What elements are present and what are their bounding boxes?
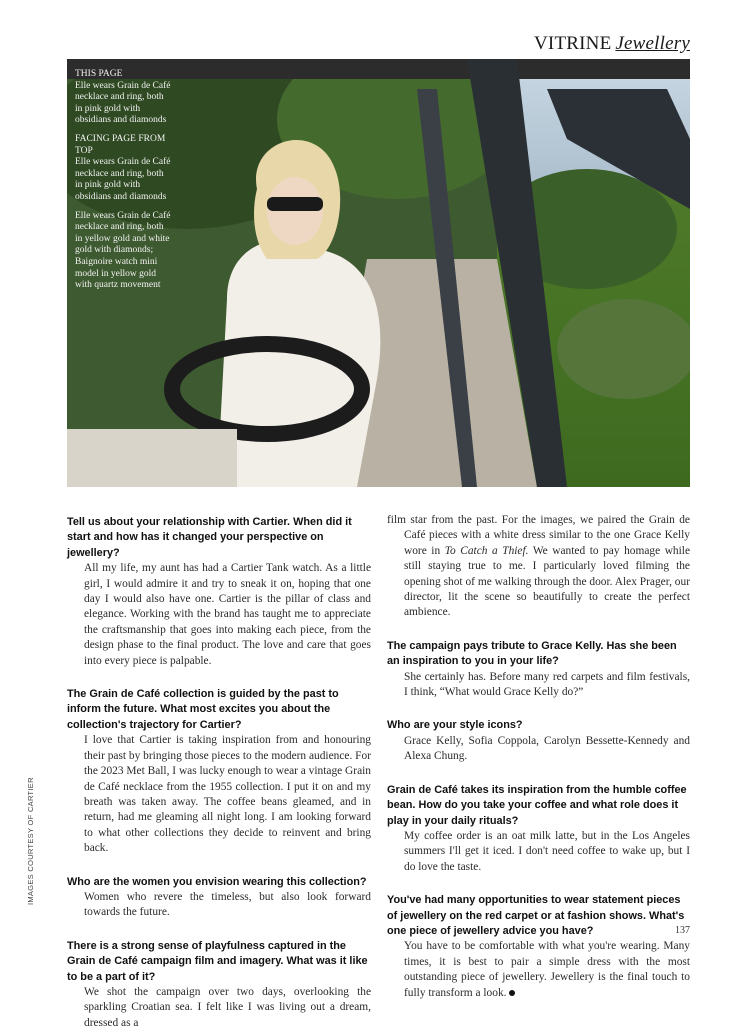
question: Tell us about your relationship with Cartier. When did it start and how has it changed your perspective on jewellery? (67, 516, 352, 559)
answer: Grace Kelly, Sofia Coppola, Carolyn Bessette-Kennedy and Alexa Chung. (404, 734, 690, 763)
question: The campaign pays tribute to Grace Kelly. Has she been an inspiration to you in your life? (387, 639, 677, 668)
answer-text: We wanted to pay homage while still staying true to me. I particularly loved filming the opening shot of me walking through the door. Alex Prager, our director, lit the scene so beautifully to create the perfect ambience. (404, 544, 690, 619)
answer: All my life, my aunt has had a Cartier Tank watch. As a little girl, I would admire it and try to sneak it on, hoping that one day I would also have one. Cartier is the pillar of class and elegance. Working with the brand has taught me to appreciate the craftsmanship that goes into making each piece, from the design phase to the final product. The love and care that goes into every piece is palpable. (84, 562, 371, 667)
answer: I love that Cartier is taking inspiration from and honouring their past by bringing those pieces to the modern audience. For the 2023 Met Ball, I was lucky enough to wear a vintage Grain de Café necklace from the 1955 collection. I put it on and my breath was taken away. The coffee beans gleamed, and in return, had me gleaming all night long. I am looking forward to what other collections they decide to reinvent and bring back. (84, 734, 371, 855)
question: The Grain de Café collection is guided by the past to inform the future. What most excites you about the collection's trajectory for Cartier? (67, 688, 339, 731)
image-credit: IMAGES COURTESY OF CARTIER (26, 777, 35, 905)
answer (387, 939, 690, 1001)
answer-text: film star from the past. For the images, we paired the Grain de Café pieces with a white dress similar to the one Grace Kelly wore in (387, 514, 690, 557)
question: There is a strong sense of playfulness captured in the Grain de Café campaign film and imagery. What was it like to be a part of it? (67, 939, 368, 983)
caption-text: Elle wears Grain de Café necklace and ring, both in pink gold with obsidians and diamonds (75, 80, 171, 126)
end-mark-icon (509, 990, 515, 996)
header-section: Jewellery (615, 33, 690, 54)
answer: My coffee order is an oat milk latte, but in the Los Angeles summers I'll get it iced. I don't need coffee to wake up, but I do love the taste. (404, 829, 690, 873)
question: You've had many opportunities to wear statement pieces of jewellery on the red carpet or at fashion shows. What's one piece of jewellery advice you have? (387, 894, 685, 937)
caption-text: Elle wears Grain de Café necklace and ring, both in yellow gold and white gold with diamonds; Baignoire watch mini model in yellow gold with quartz movement (75, 210, 171, 291)
film-title: To Catch a Thief. (444, 544, 529, 557)
question: Grain de Café takes its inspiration from the humble coffee bean. How do you take your coffee and what role does it play in your daily rituals? (387, 783, 687, 827)
answer: She certainly has. Before many red carpets and film festivals, I think, “What would Grace Kelly do?” (404, 670, 690, 699)
photo-caption (75, 69, 171, 299)
answer-continued (387, 513, 690, 621)
caption-block (75, 134, 171, 204)
question: Who are your style icons? (387, 719, 523, 732)
caption-block (75, 69, 171, 127)
hero-photo (67, 59, 690, 487)
caption-label: THIS PAGE (75, 69, 123, 79)
answer: Women who revere the timeless, but also look forward towards the future. (84, 890, 371, 919)
answer-text: You have to be comfortable with what you're wearing. Many times, it is best to pair a simple dress with the most outstanding piece of jewellery. Jewellery is the final touch to fully transform a look. (404, 940, 690, 999)
question: Who are the women you envision wearing this collection? (67, 875, 367, 888)
article-column-right (387, 513, 690, 1019)
caption-label: FACING PAGE FROM TOP (75, 133, 166, 156)
caption-text: Elle wears Grain de Café necklace and ring, both in pink gold with obsidians and diamonds (75, 157, 171, 202)
article-column-left (67, 515, 371, 1031)
page-header (534, 33, 690, 55)
page-number: 137 (675, 925, 690, 936)
header-title: VITRINE (534, 33, 612, 54)
caption-block (75, 211, 171, 292)
answer: We shot the campaign over two days, overlooking the sparkling Croatian sea. I felt like I was living out a dream, dressed as a (84, 985, 371, 1029)
